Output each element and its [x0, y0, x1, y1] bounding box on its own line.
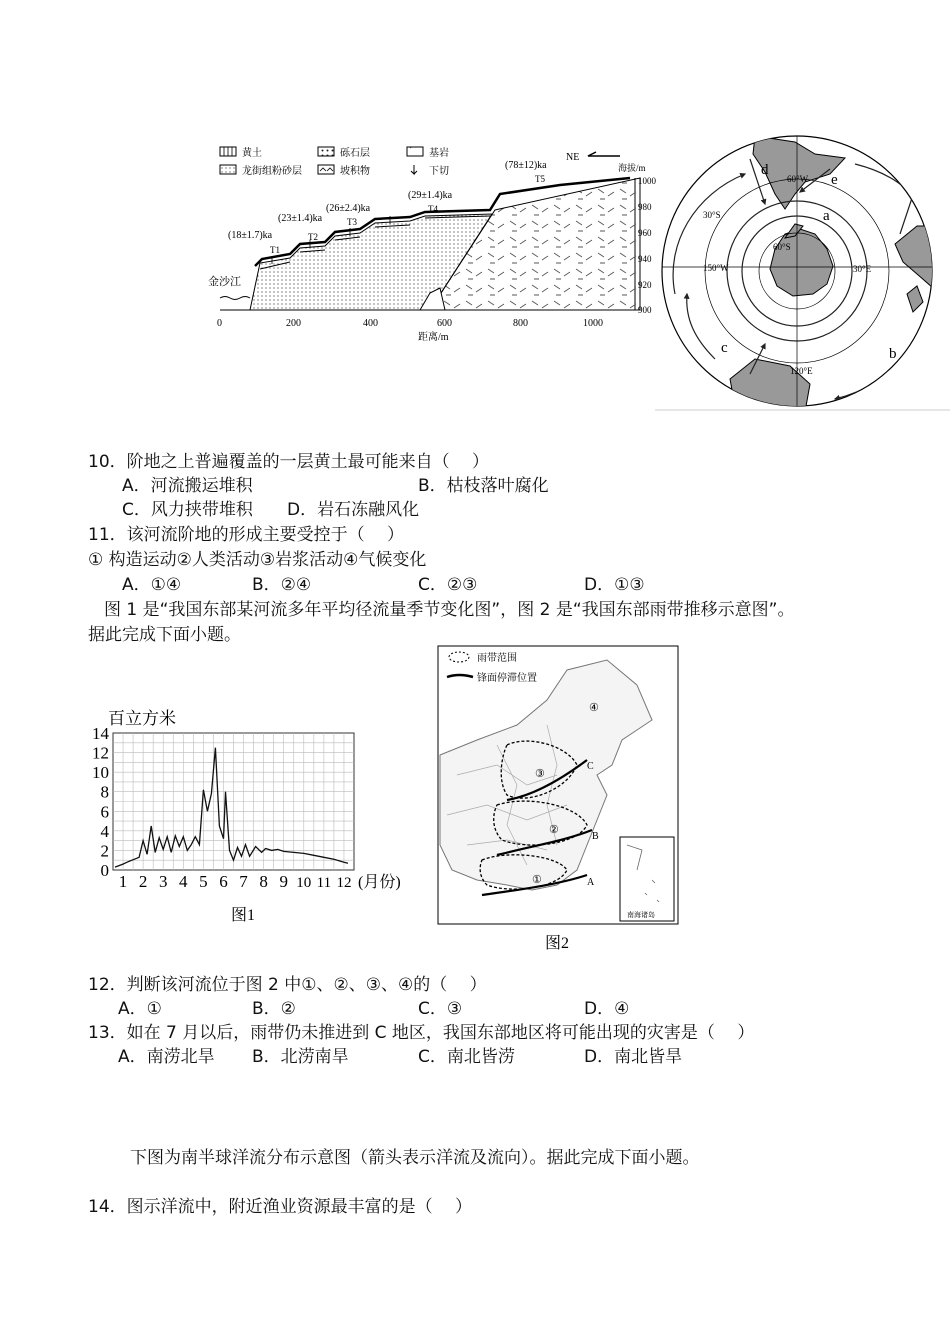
y-tick-label: 12	[92, 743, 109, 763]
q12-option-d[interactable]: D．④	[584, 999, 630, 1019]
graticule-30s: 30°S	[703, 210, 721, 220]
y-tick-label: 0	[100, 861, 109, 880]
x-tick-label: 6	[219, 872, 228, 891]
legend-gravel: 砾石层	[340, 148, 370, 159]
current-label-d: d	[761, 162, 769, 178]
region-3: ③	[535, 768, 545, 780]
region-4: ④	[589, 702, 599, 714]
terrace-t1: T1	[270, 245, 280, 255]
chart-xlabel: (月份)	[358, 874, 401, 891]
x-tick: 600	[437, 318, 452, 329]
y-tick-label: 8	[100, 782, 109, 802]
y-tick: 940	[638, 254, 652, 264]
y-tick-label: 2	[100, 841, 109, 861]
intro2-line2: 据此完成下面小题。	[88, 625, 241, 645]
direction-label: NE	[566, 152, 580, 163]
region-2: ②	[549, 824, 559, 836]
current-label-a: a	[823, 208, 830, 224]
legend-rainbelt: 雨带范围	[477, 653, 517, 664]
q10-option-a[interactable]: A．河流搬运堆积	[122, 476, 253, 496]
ocean-currents-figure	[655, 134, 950, 414]
front-label-b: B	[592, 831, 599, 842]
terrace-t4: T4	[428, 204, 438, 214]
age-t2: (23±1.4)ka	[278, 213, 323, 224]
legend-swatch-silt	[220, 165, 236, 174]
x-tick-label: 1	[118, 872, 128, 891]
q13-stem: 13．如在 7 月以后，雨带仍未推进到 C 地区，我国东部地区将可能出现的灾害是（ ）	[88, 1023, 755, 1043]
runoff-series-line	[115, 748, 348, 867]
x-tick-label: 2	[138, 872, 148, 891]
x-tick: 400	[363, 318, 378, 329]
q12-option-a[interactable]: A．①	[118, 999, 162, 1019]
y-tick: 980	[638, 202, 652, 212]
legend-bedrock: 基岩	[429, 148, 449, 159]
legend-swatch-bedrock	[407, 147, 423, 156]
q11-items: ① 构造运动②人类活动③岩浆活动④气候变化	[88, 550, 427, 570]
intro2-line1: 图 1 是“我国东部某河流多年平均径流量季节变化图”，图 2 是“我国东部雨带推移示意图”。	[104, 600, 795, 620]
graticule-150w: 150°W	[703, 263, 729, 273]
x-tick: 1000	[583, 318, 603, 329]
south-china-sea-inset	[620, 837, 674, 921]
intro3: 下图为南半球洋流分布示意图（箭头表示洋流及流向）。据此完成下面小题。	[130, 1148, 700, 1168]
fig1-caption: 图1	[231, 907, 256, 924]
terrace-t5: T5	[535, 174, 545, 184]
graticule-60s: 60°S	[773, 242, 791, 252]
x-tick-label: 11	[316, 875, 332, 891]
ne-arrow-icon	[588, 152, 620, 156]
x-tick-label: 7	[239, 872, 248, 891]
fig2-caption: 图2	[545, 935, 570, 952]
q10-option-c[interactable]: C．风力挟带堆积	[122, 500, 253, 520]
legend-incision: 下切	[429, 166, 449, 177]
q13-option-d[interactable]: D．南北皆旱	[584, 1047, 683, 1067]
q10-option-b[interactable]: B．枯枝落叶腐化	[418, 476, 549, 496]
q13-option-b[interactable]: B．北涝南旱	[252, 1047, 349, 1067]
down-arrow-icon	[411, 165, 417, 174]
q13-option-c[interactable]: C．南北皆涝	[418, 1047, 515, 1067]
y-tick-label: 14	[92, 724, 109, 743]
x-tick-label: 3	[158, 872, 168, 891]
graticule-120e: 120°E	[790, 366, 813, 376]
region-1: ①	[532, 874, 542, 886]
terrace-profile-figure	[200, 138, 662, 343]
y-tick-label: 6	[100, 802, 109, 822]
y-tick-label: 4	[100, 821, 109, 841]
age-t1: (18±1.7)ka	[228, 230, 273, 241]
x-tick: 800	[513, 318, 528, 329]
rain-belt-map	[437, 645, 680, 955]
x-tick-label: 12	[336, 875, 352, 891]
q12-option-b[interactable]: B．②	[252, 999, 296, 1019]
y-tick: 920	[638, 280, 652, 290]
q10-stem: 10．阶地之上普遍覆盖的一层黄土最可能来自（ ）	[88, 452, 490, 472]
legend-loess: 黄土	[242, 148, 262, 159]
x-tick-label: 8	[259, 872, 268, 891]
x-tick: 200	[286, 318, 301, 329]
terrace-t2: T2	[308, 232, 318, 242]
inset-label: 南海诸岛	[627, 911, 655, 919]
q11-option-c[interactable]: C．②③	[418, 575, 478, 595]
terrace-t3: T3	[347, 217, 357, 227]
legend-swatch-gravel	[318, 147, 334, 156]
q14-stem: 14．图示洋流中，附近渔业资源最丰富的是（ ）	[88, 1197, 473, 1217]
q11-stem: 11．该河流阶地的形成主要受控于（ ）	[88, 525, 405, 545]
q13-option-a[interactable]: A．南涝北旱	[118, 1047, 215, 1067]
age-t4: (29±1.4)ka	[408, 190, 453, 201]
current-label-c: c	[721, 340, 728, 356]
graticule-60w: 60°W	[787, 174, 809, 184]
y-tick-label: 10	[92, 763, 109, 783]
graticule-30e: 30°E	[853, 264, 872, 274]
x-tick: 0	[217, 318, 222, 329]
q11-option-d[interactable]: D．①③	[584, 575, 645, 595]
x-tick-label: 5	[199, 872, 208, 891]
age-t3: (26±2.4)ka	[326, 203, 371, 214]
y-axis-title: 海拔/m	[618, 163, 646, 173]
q12-stem: 12．判断该河流位于图 2 中①、②、③、④的（ ）	[88, 975, 487, 995]
y-tick: 900	[638, 305, 652, 315]
x-tick-label: 9	[279, 872, 288, 891]
front-label-c: C	[587, 761, 594, 772]
legend-silt: 龙街组粉砂层	[242, 166, 302, 177]
front-label-a: A	[587, 877, 595, 888]
x-tick-label: 4	[179, 872, 188, 891]
current-label-b: b	[889, 346, 897, 362]
x-tick-label: 10	[296, 875, 312, 891]
legend-front: 锋面停滞位置	[477, 673, 537, 684]
q11-option-a[interactable]: A．①④	[122, 575, 182, 595]
current-label-e: e	[831, 172, 838, 188]
legend-colluvium: 坡积物	[340, 166, 370, 177]
runoff-chart	[88, 700, 433, 930]
river-label: 金沙江	[208, 276, 241, 288]
q11-option-b[interactable]: B．②④	[252, 575, 312, 595]
chart-ylabel: 百立方米	[108, 709, 176, 728]
q12-option-c[interactable]: C．③	[418, 999, 463, 1019]
y-tick: 960	[638, 228, 652, 238]
x-axis-title: 距离/m	[418, 332, 449, 343]
y-tick: 1000	[638, 176, 656, 186]
age-t5: (78±12)ka	[505, 160, 547, 171]
q10-option-d[interactable]: D．岩石冻融风化	[287, 500, 420, 520]
